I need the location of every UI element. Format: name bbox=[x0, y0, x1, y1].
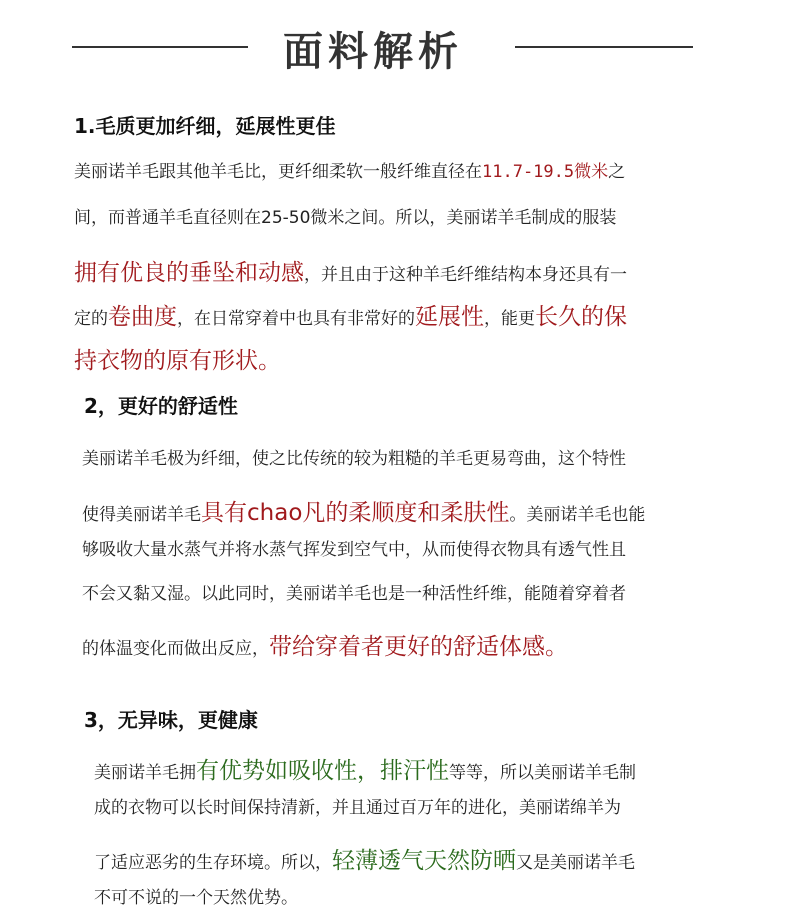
section-1-line-1-text: 美丽诺羊毛跟其他羊毛比，更纤细柔软一般纤维直径在 bbox=[74, 162, 482, 182]
section-1-line-1-end: 之 bbox=[608, 162, 626, 182]
title-rule-right bbox=[515, 46, 693, 48]
section-3-heading: 3，无异味，更健康 bbox=[84, 708, 258, 732]
section-2-line-2-c: 。美丽诺羊毛也能 bbox=[509, 505, 646, 525]
section-2-line-3: 够吸收大量水蒸气并将水蒸气挥发到空气中，从而使得衣物具有透气性且 bbox=[82, 540, 626, 560]
drape-highlight: 拥有优良的垂坠和动感 bbox=[74, 260, 304, 286]
absorption-highlight: 有优势如吸收性，排汗性 bbox=[196, 758, 449, 784]
section-3-line-3-c: 又是美丽诺羊毛 bbox=[516, 853, 635, 873]
section-1-line-4 bbox=[74, 298, 627, 331]
section-2-line-5 bbox=[82, 628, 568, 661]
crimp-highlight: 卷曲度 bbox=[108, 304, 177, 330]
section-1-heading: 1.毛质更加纤细，延展性更佳 bbox=[74, 114, 336, 138]
section-2-heading: 2，更好的舒适性 bbox=[84, 394, 238, 418]
section-2-line-5-a: 的体温变化而做出反应， bbox=[82, 639, 269, 659]
section-3-line-1-c: 等等，所以美丽诺羊毛制 bbox=[449, 763, 636, 783]
comfort-highlight: 带给穿着者更好的舒适体感。 bbox=[269, 634, 568, 660]
breathable-highlight: 轻薄透气天然防晒 bbox=[332, 848, 516, 874]
page-title: 面料解析 bbox=[283, 28, 463, 75]
section-3-line-3-a: 了适应恶劣的生存环境。所以， bbox=[94, 853, 332, 873]
section-1-line-3-text: ，并且由于这种羊毛纤维结构本身还具有一 bbox=[304, 265, 627, 285]
section-3-line-1-a: 美丽诺羊毛拥 bbox=[94, 763, 196, 783]
section-3-line-4: 不可不说的一个天然优势。 bbox=[94, 888, 298, 908]
fiber-diameter-range: 11.7-19.5微米 bbox=[482, 162, 609, 182]
softness-highlight: 具有chao凡的柔顺度和柔肤性 bbox=[201, 500, 510, 526]
shape-retention-highlight-b: 持衣物的原有形状。 bbox=[74, 348, 281, 374]
section-2-line-2 bbox=[82, 494, 645, 527]
section-1-line-3 bbox=[74, 254, 627, 287]
section-1-line-2: 间，而普通羊毛直径则在25-50微米之间。所以，美丽诺羊毛制成的服装 bbox=[74, 208, 617, 228]
section-2-line-2-a: 使得美丽诺羊毛 bbox=[82, 505, 201, 525]
title-rule-left bbox=[72, 46, 248, 48]
shape-retention-highlight-a: 长久的保 bbox=[535, 304, 627, 330]
section-2-line-4: 不会又黏又湿。以此同时，美丽诺羊毛也是一种活性纤维，能随着穿着者 bbox=[82, 584, 626, 604]
stretch-highlight: 延展性 bbox=[415, 304, 484, 330]
section-1-line-1 bbox=[74, 157, 625, 182]
section-1-line-4-e: ，能更 bbox=[484, 309, 535, 329]
section-2-line-1: 美丽诺羊毛极为纤细，使之比传统的较为粗糙的羊毛更易弯曲，这个特性 bbox=[82, 449, 626, 469]
section-1-line-4-a: 定的 bbox=[74, 309, 108, 329]
section-1-line-4-c: ，在日常穿着中也具有非常好的 bbox=[177, 309, 415, 329]
section-3-line-3 bbox=[94, 842, 635, 875]
section-3-line-2: 成的衣物可以长时间保持清新，并且通过百万年的进化，美丽诺绵羊为 bbox=[94, 798, 621, 818]
section-3-line-1 bbox=[94, 752, 636, 785]
